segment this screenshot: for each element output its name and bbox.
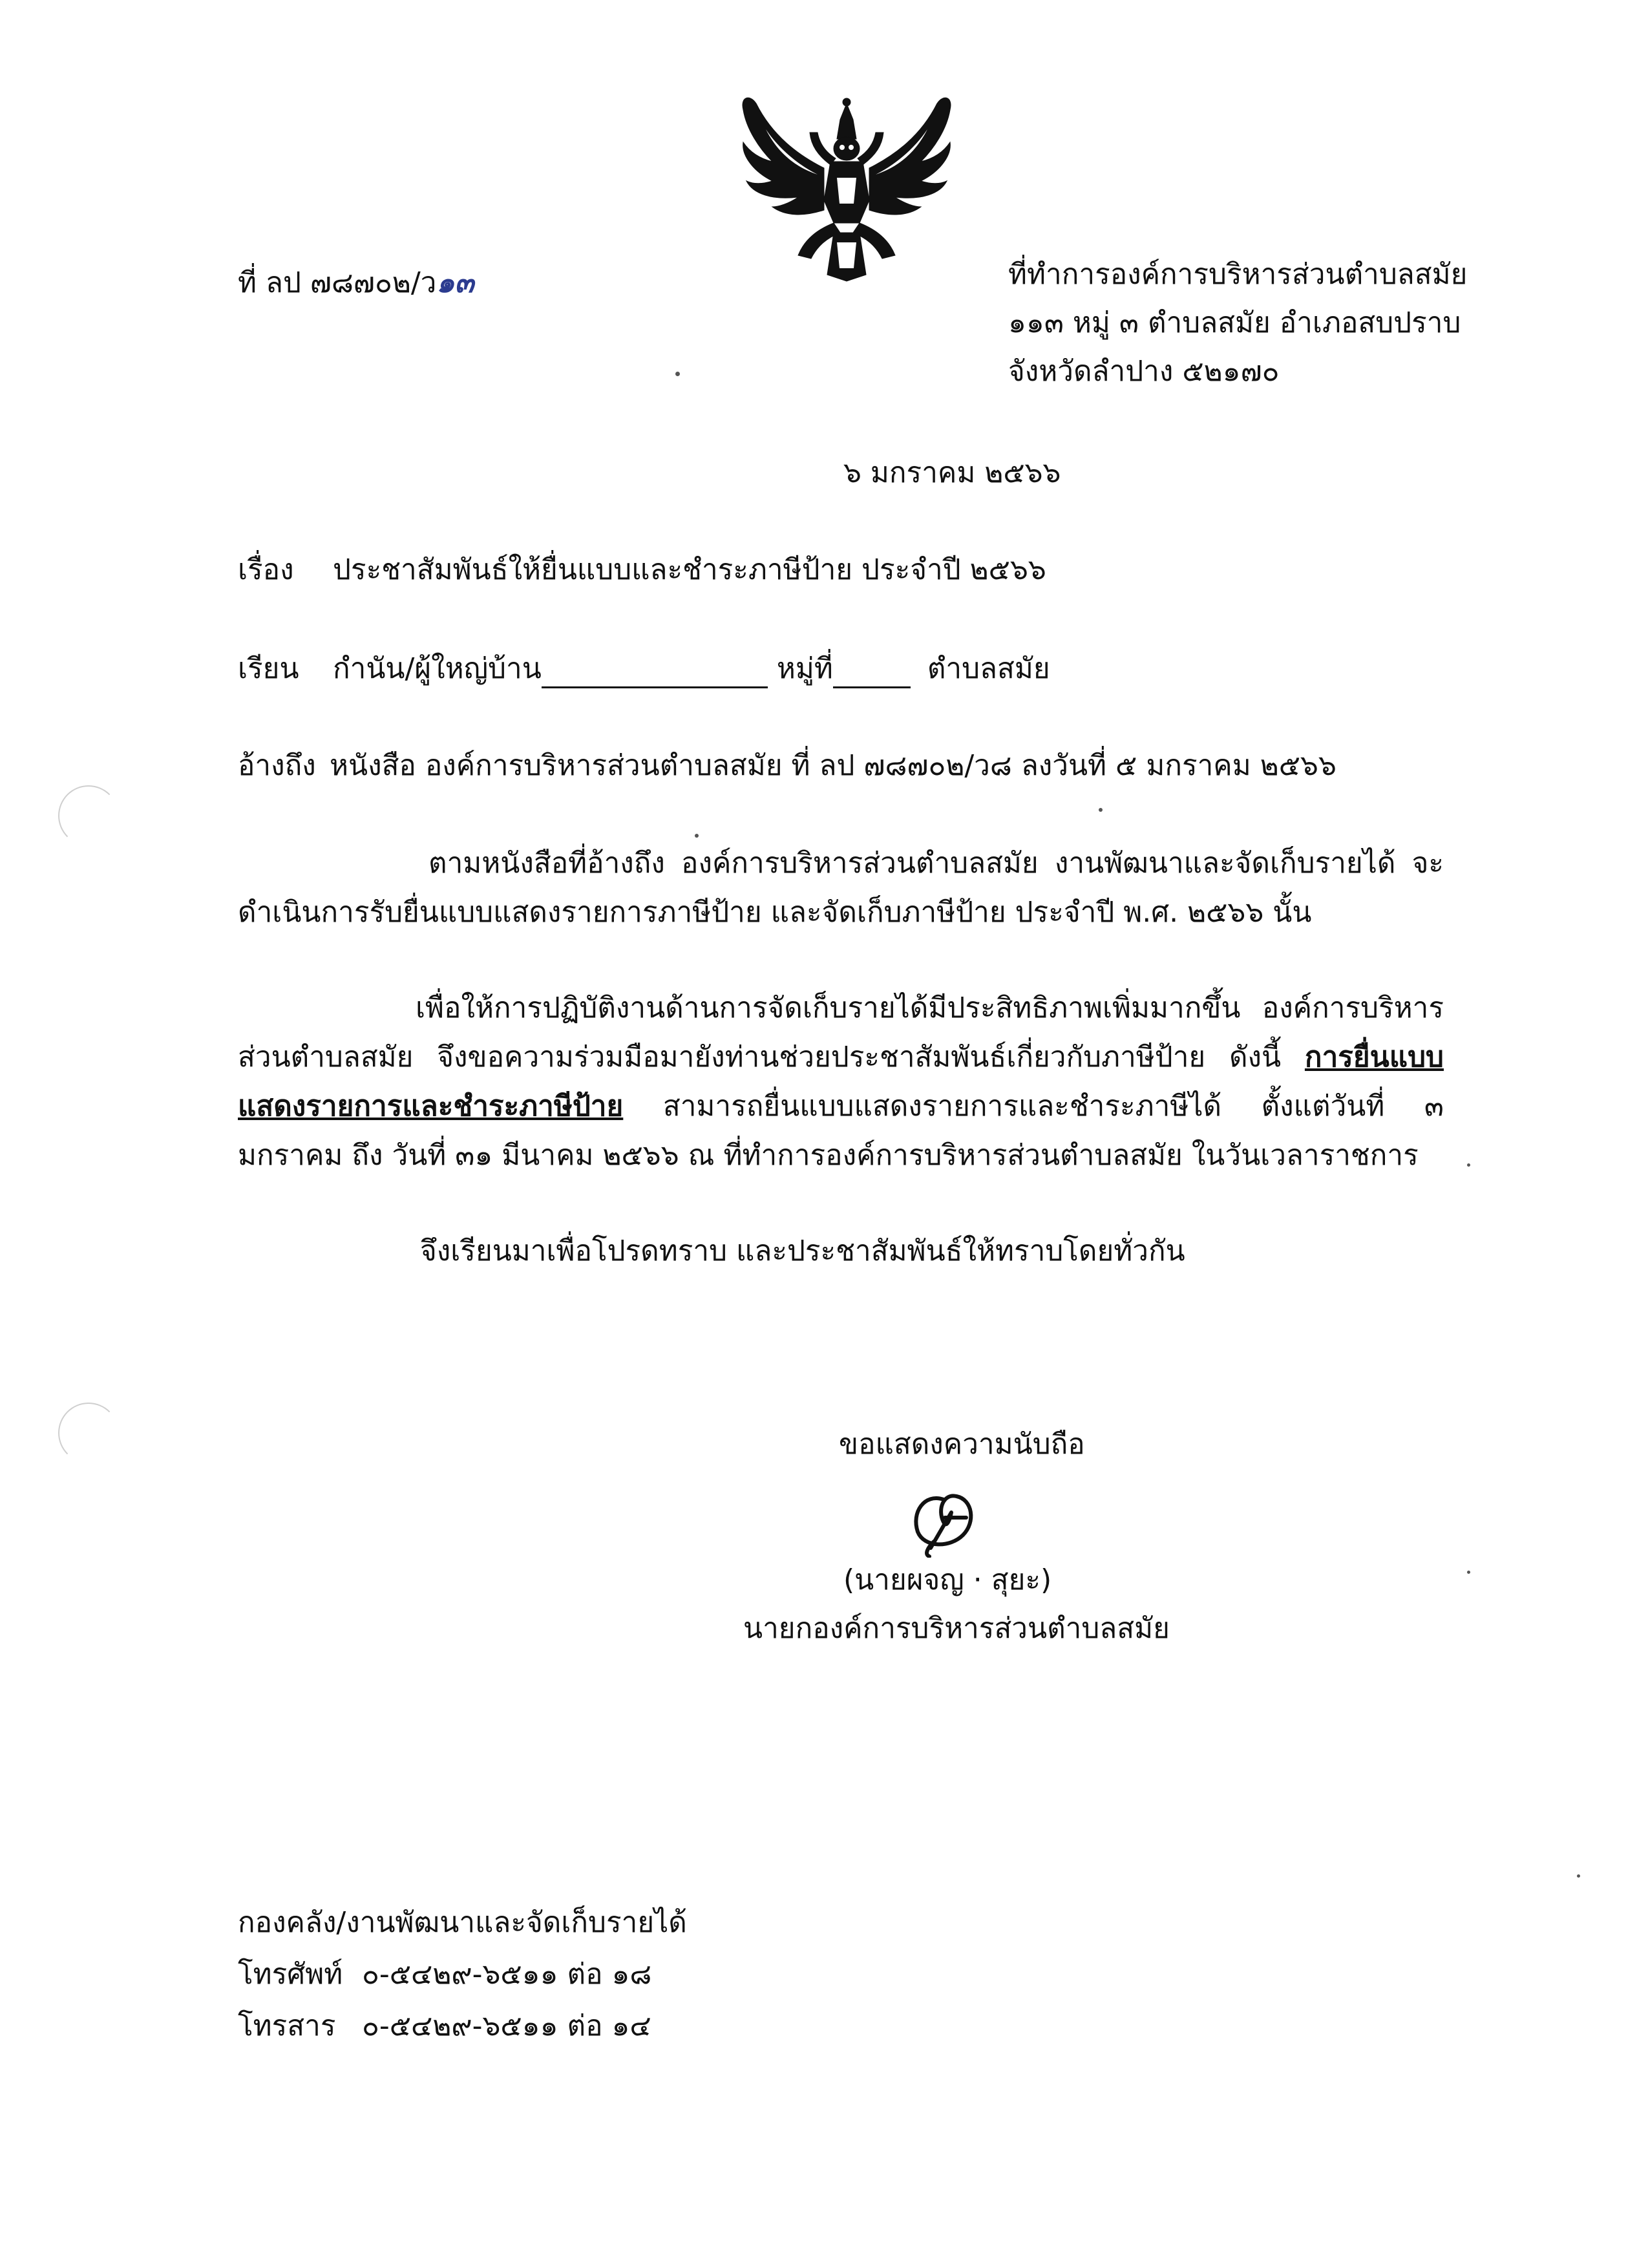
sender-address-line: ที่ทำการองค์การบริหารส่วนตำบลสมัย (1008, 258, 1468, 291)
reference-label: อ้างถึง (238, 749, 316, 782)
fax-number: ๐-๕๔๒๙-๖๕๑๑ ต่อ ๑๔ (362, 2009, 651, 2042)
paragraph-2 (238, 984, 1444, 1180)
scan-speck (1099, 808, 1103, 812)
recipient-prefix: กำนัน/ผู้ใหญ่บ้าน (333, 652, 542, 685)
punch-hole-mark (58, 785, 119, 846)
scan-speck (695, 834, 699, 838)
recipient-village-label: หมู่ที่ (776, 652, 833, 685)
scan-speck (1467, 1571, 1470, 1574)
paragraph-2-emphasis: การยื่นแบบแสดงรายการและชำระภาษีป้าย (238, 1041, 1444, 1123)
footer-department: กองคลัง/งานพัฒนาและจัดเก็บรายได้ (238, 1906, 687, 1939)
signature-icon (905, 1487, 989, 1558)
punch-hole-mark (58, 1403, 119, 1463)
garuda-emblem-icon (727, 90, 966, 284)
subject-label: เรื่อง (238, 553, 294, 586)
sender-address-line: จังหวัดลำปาง ๕๒๑๗๐ (1008, 355, 1280, 388)
paragraph-3: จึงเรียนมาเพื่อโปรดทราบ และประชาสัมพันธ์ให้ทราบโดยทั่วกัน (420, 1235, 1185, 1267)
reference-number-text: ที่ ลป ๗๘๗๐๒/ว (238, 266, 437, 299)
letter-date: ๖ มกราคม ๒๕๖๖ (843, 456, 1061, 489)
reference-number (238, 264, 474, 302)
blank-village-number (833, 658, 911, 688)
phone-label: โทรศัพท์ (238, 1958, 343, 1991)
blank-village-name (542, 658, 768, 688)
subject-text: ประชาสัมพันธ์ให้ยื่นแบบและชำระภาษีป้าย ประจำปี ๒๕๖๖ (333, 553, 1046, 586)
recipient-label: เรียน (238, 652, 299, 685)
paragraph-2-text (238, 984, 1444, 1180)
phone-number: ๐-๕๔๒๙-๖๕๑๑ ต่อ ๑๘ (362, 1958, 652, 1991)
recipient-line (333, 650, 1050, 688)
scan-speck (675, 372, 680, 376)
sender-address-line: ๑๑๓ หมู่ ๓ ตำบลสมัย อำเภอสบปราบ (1008, 306, 1461, 339)
paragraph-2-intro: เพื่อให้การปฏิบัติงานด้านการจัดเก็บรายได้มีประสิทธิภาพเพิ่มมากขึ้น องค์การบริหารส่วนตำบลสมัย จึงขอความร่วมมือมายังท่านช่วยประชาสัมพันธ์เกี่ยวกับภาษีป้าย ดังนี้ (238, 991, 1444, 1074)
paragraph-1 (238, 839, 1444, 937)
recipient-suffix: ตำบลสมัย (927, 652, 1050, 685)
closing-phrase: ขอแสดงความนับถือ (839, 1428, 1085, 1461)
signer-name: (นายผจญ · สุยะ) (843, 1563, 1052, 1596)
signer-title: นายกองค์การบริหารส่วนตำบลสมัย (743, 1612, 1170, 1645)
reference-number-handwritten: ๑๓ (436, 266, 474, 299)
scan-speck (1467, 1163, 1470, 1167)
paragraph-1-text: ตามหนังสือที่อ้างถึง องค์การบริหารส่วนตำบลสมัย งานพัฒนาและจัดเก็บรายได้ จะดำเนินการรับยื่นแบบแสดงรายการภาษีป้าย และจัดเก็บภาษีป้าย ประจำปี พ.ศ. ๒๕๖๖ นั้น (238, 847, 1444, 929)
scan-speck (1577, 1874, 1580, 1878)
reference-text: หนังสือ องค์การบริหารส่วนตำบลสมัย ที่ ลป ๗๘๗๐๒/ว๘ ลงวันที่ ๕ มกราคม ๒๕๖๖ (330, 749, 1336, 782)
fax-label: โทรสาร (238, 2009, 336, 2042)
paragraph-2-details: สามารถยื่นแบบแสดงรายการและชำระภาษีได้ ตั้งแต่วันที่ ๓ มกราคม ถึง วันที่ ๓๑ มีนาคม ๒๕๖๖ ณ ที่ทำการองค์การบริหารส่วนตำบลสมัย ในวันเวลาราชการ (238, 1090, 1444, 1172)
